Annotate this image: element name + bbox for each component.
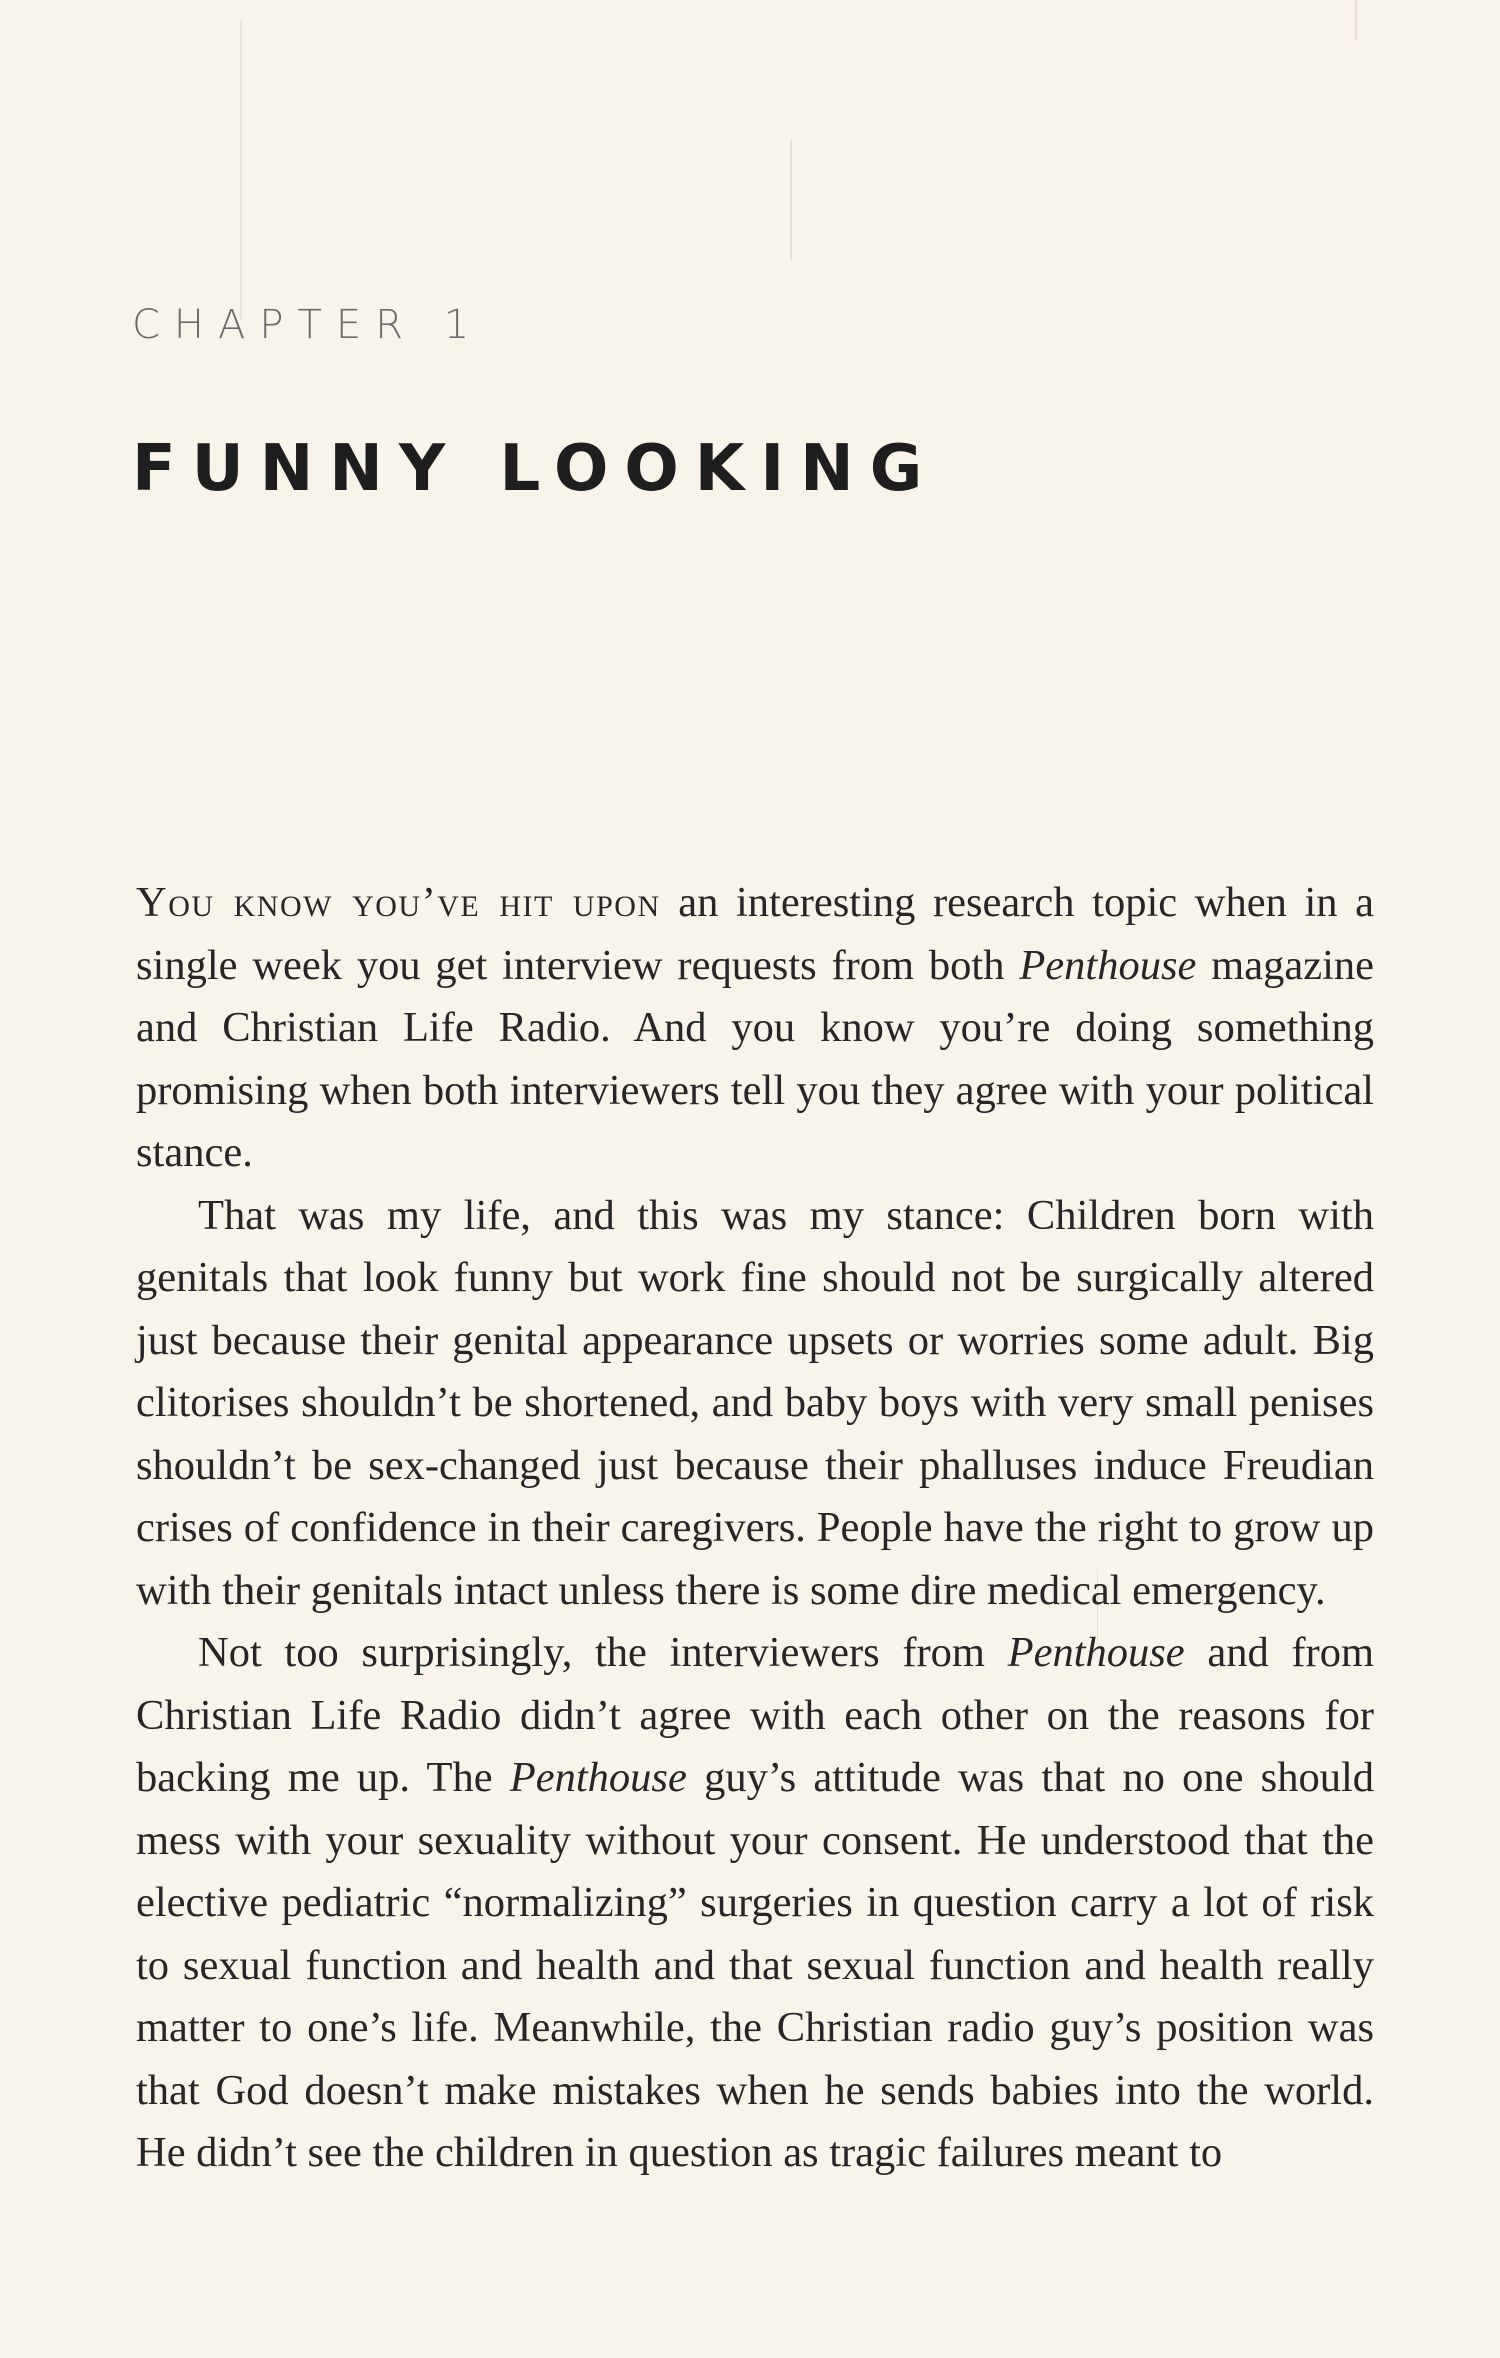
chapter-label: CHAPTER 1	[132, 302, 484, 348]
paragraph-2	[136, 1185, 1374, 1623]
paragraph-text: guy’s attitude was that no one should mess with your sexuality without your consent. He understood that the elective pediatric “normalizing” surgeries in question carry a lot of risk to sexual function and health and that sexual function and health really matter to one’s life. Meanwhile, the Christian radio guy’s position was that God doesn’t make mistakes when he sends babies into the world. He didn’t see the children in question as tragic failures meant to	[136, 1754, 1375, 2176]
paragraph-text: an interesting research topic when in a single week you get interview requests from both	[136, 879, 1374, 989]
paragraph-text: Not too surprisingly, the interviewers from	[198, 1629, 1008, 1676]
scan-artifact-line	[240, 20, 242, 320]
chapter-title: FUNNY LOOKING	[132, 432, 939, 506]
italic-title: Penthouse	[1019, 941, 1197, 989]
paragraph-1	[136, 872, 1374, 1185]
lead-in-smallcaps: You know you’ve hit upon	[136, 879, 661, 926]
paragraph-text: and from Christian Life Radio didn’t agree with each other on the reasons for backing me up. The	[136, 1629, 1374, 1801]
italic-title: Penthouse	[509, 1754, 687, 1801]
paragraph-text: magazine and Christian Life Radio. And you know you’re doing something promising when both interviewers tell you they agree with your political stance.	[136, 941, 1374, 1176]
scan-artifact-line	[1355, 0, 1357, 40]
paragraph-text: That was my life, and this was my stance: Children born with genitals that look funny but work fine should not be surgically altered just because their genital appearance upsets or worries some adult. Big clitorises shouldn’t be shortened, and baby boys with very small penises shouldn’t be sex-changed just because their phalluses induce Freudian crises of confidence in their caregivers. People have the right to grow up with their genitals intact unless there is some dire medical emergency.	[136, 1191, 1374, 1614]
italic-title: Penthouse	[1007, 1629, 1185, 1676]
scan-artifact-line	[790, 140, 792, 260]
paragraph-3	[136, 1622, 1374, 2185]
chapter-body	[136, 872, 1374, 2185]
